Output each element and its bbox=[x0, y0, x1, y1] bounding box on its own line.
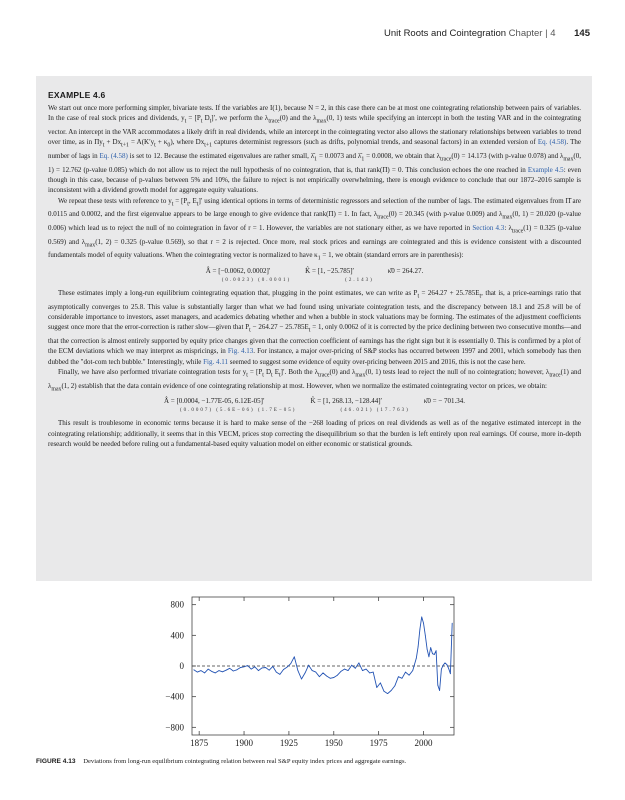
data-point bbox=[443, 665, 444, 666]
subscript: 0 bbox=[167, 142, 171, 149]
text-run: (1) = 0.325 (p-value 0.569) and λ bbox=[48, 223, 582, 246]
text-run: D bbox=[263, 367, 272, 376]
data-point bbox=[425, 635, 426, 636]
data-point bbox=[362, 670, 363, 671]
data-point bbox=[308, 665, 309, 666]
figure-caption bbox=[36, 758, 596, 765]
text-run: D bbox=[202, 114, 210, 123]
data-point bbox=[201, 670, 202, 671]
data-point bbox=[405, 672, 406, 673]
data-point bbox=[394, 686, 395, 687]
running-header bbox=[0, 28, 590, 39]
subscript: max bbox=[51, 385, 62, 392]
data-point bbox=[244, 666, 245, 667]
data-point bbox=[344, 669, 345, 670]
text-run: We start out once more performing simpler, bivariate tests. If the variables are I(1), because N = 2, in this case there can be at most one cointegrating relationship between pairs of variables. In the case of real stock prices and dividends, y bbox=[48, 104, 581, 123]
data-point bbox=[305, 673, 306, 674]
text-run: ]′ using identical options in terms of deterministic regressors and selection of the number of lags. The estimated eigenvalues from Π̂ are 0.0115 and 0.0002, and the first eigenvalue appears to be large enough to give evidence that rank(Π) = 1. In fact, λ bbox=[48, 196, 582, 219]
text-run: (1, 2) = 0.325 (p-value 0.569), so that r = 2 is rejected. Once more, real stock prices and earnings are cointegrated and this is evidence consistent with a discounted fundamentals model of equity valuations. When the cointegrating vector is normalized to have κ bbox=[48, 237, 581, 260]
equation-2-vector bbox=[310, 397, 409, 415]
data-point bbox=[423, 623, 424, 624]
data-point bbox=[240, 667, 241, 668]
data-point bbox=[376, 687, 377, 688]
data-point bbox=[265, 667, 266, 668]
data-point bbox=[290, 663, 291, 664]
x-tick-label: 2000 bbox=[414, 738, 433, 748]
subscript: t bbox=[308, 327, 311, 334]
equation-1-adjustment bbox=[206, 267, 291, 285]
data-point bbox=[315, 672, 316, 673]
x-tick-label: 1875 bbox=[190, 738, 209, 748]
subscript: t+1 bbox=[204, 142, 213, 149]
subscript: 1 bbox=[314, 156, 318, 163]
x-tick-label: 1925 bbox=[279, 738, 298, 748]
data-point bbox=[219, 670, 220, 671]
text-run: = 1, we obtain (standard errors are in parenthesis): bbox=[320, 251, 464, 260]
text-run: captures determinist regressors (such as drifts, polynomial trends, and seasonal factors) in an extended version of bbox=[212, 138, 538, 147]
text-run: = [P bbox=[186, 114, 201, 123]
data-point bbox=[448, 668, 449, 669]
subscript: t bbox=[154, 142, 156, 149]
subscript: trace bbox=[511, 228, 524, 235]
data-point bbox=[333, 677, 334, 678]
data-point bbox=[445, 663, 446, 664]
data-point bbox=[412, 670, 413, 671]
paragraph-4 bbox=[48, 367, 581, 394]
text-run: : λ bbox=[504, 223, 512, 232]
data-point bbox=[211, 671, 212, 672]
text-run: is set to 12. Because the estimated eigenvalues are rather small, λ̂ bbox=[127, 151, 315, 160]
data-point bbox=[197, 672, 198, 673]
data-point bbox=[369, 673, 370, 674]
data-point bbox=[319, 676, 320, 677]
data-point bbox=[222, 671, 223, 672]
paragraph-5: This result is troublesome in economic terms because it is hard to make sense of the −268 loading of prices on real dividends as well as of the negative estimated intercept in the cointegrating relationship; additionally, it seems that in this VECM, prices stop correcting the disequilibrium so that the burden is left entirely upon real earnings. Of course, more in-depth research would be needed before ruling out a fundamental-based equity valuation model on either economic or statistical grounds. bbox=[48, 419, 581, 448]
subscript: t bbox=[209, 118, 212, 125]
equation-2-mid-se: (46.021) (17.763) bbox=[340, 408, 410, 414]
data-point bbox=[272, 666, 273, 667]
subscript: t bbox=[279, 372, 281, 379]
series-line-ecm-deviation bbox=[194, 617, 452, 694]
data-point bbox=[251, 669, 252, 670]
subscript: max bbox=[563, 156, 574, 163]
chart-plot-area bbox=[192, 597, 454, 735]
data-point bbox=[366, 669, 367, 670]
data-point bbox=[229, 668, 230, 669]
subscript: max bbox=[316, 118, 327, 125]
text-run: (0, 1) tests while specifying an intercept in both the testing VAR and in the cointegrating vector. An intercept in the VAR accommodates a likely drift in real dividends, while an intercept in the cointegrating vector also allows the stationary relationships between variables to trend over time, as in Πy bbox=[48, 114, 581, 147]
text-run: : even though in this case, because of p-values between 5% and 10%, the failure to reject is not empirically overwhelming, there is enough evidence to conclude that our 1872–2016 sample is inconsistent with a dividend growth model for aggregate equity valuations. bbox=[48, 165, 581, 195]
equation-2-mid: K̂ = [1, 268.13, −128.44]′ bbox=[310, 397, 383, 406]
y-tick-label: −400 bbox=[165, 691, 184, 702]
data-point bbox=[237, 669, 238, 670]
text-run: . For instance, a major over-pricing of S&P stocks has occurred between 1997 and 2001, which somebody has then dubbed the "dot-com tech bubble." Interestingly, while bbox=[48, 347, 582, 366]
subscript: t bbox=[417, 293, 420, 300]
data-point bbox=[337, 675, 338, 676]
text-run: (0, 1) = 20.020 (p-value 0.006) which lead us to reject the null of no cointegration in favor of r = 1. However, the variables are not stationary either, as we have reported in bbox=[48, 210, 581, 232]
data-point bbox=[254, 666, 255, 667]
equation-1-lhs: Â = [−0.0062, 0.0002]′ bbox=[205, 266, 271, 275]
page-number: 145 bbox=[574, 28, 590, 39]
text-run: E bbox=[272, 367, 280, 376]
equation-2 bbox=[48, 397, 581, 415]
data-point bbox=[247, 665, 248, 666]
subscript: trace bbox=[549, 372, 561, 379]
data-point bbox=[258, 670, 259, 671]
figure-4-13-chart bbox=[140, 585, 470, 755]
text-run: = 0.0073 and λ̂ bbox=[317, 151, 362, 160]
cross-reference-link[interactable]: Eq. (4.58) bbox=[99, 151, 128, 160]
data-point bbox=[301, 679, 302, 680]
data-point bbox=[430, 647, 431, 648]
subscript: t bbox=[196, 200, 199, 207]
data-point bbox=[323, 673, 324, 674]
data-point bbox=[420, 629, 421, 630]
data-point bbox=[418, 646, 419, 647]
data-point bbox=[387, 693, 388, 694]
text-run: , E bbox=[188, 196, 197, 205]
data-point bbox=[436, 650, 437, 651]
cross-reference-link[interactable]: Eq. (4.58) bbox=[537, 138, 567, 147]
header-title: Unit Roots and Cointegration bbox=[384, 28, 507, 39]
data-point bbox=[421, 617, 422, 618]
data-point bbox=[208, 669, 209, 670]
data-point bbox=[446, 664, 447, 665]
chart-series bbox=[193, 617, 452, 695]
text-run: . The number of lags in bbox=[48, 138, 581, 160]
data-point bbox=[294, 656, 295, 657]
data-point bbox=[391, 690, 392, 691]
data-point bbox=[427, 649, 428, 650]
subscript: max bbox=[85, 242, 96, 248]
text-run: (0) and λ bbox=[329, 367, 356, 376]
data-point bbox=[269, 670, 270, 671]
data-point bbox=[283, 669, 284, 670]
subscript: 1 bbox=[317, 255, 321, 262]
x-tick-label: 1900 bbox=[235, 738, 254, 748]
y-tick-label: 400 bbox=[170, 630, 184, 641]
data-point bbox=[312, 670, 313, 671]
paragraph-2 bbox=[48, 196, 581, 264]
header-chapter: Chapter | 4 bbox=[508, 28, 556, 39]
text-run: (0, 1) = 12.762 (p-value 0.085) which do not allow us to reject the null hypothesis of no cointegration, that is, that rank(Π) = 0. This conclusion echoes the one reached in bbox=[48, 151, 582, 174]
data-point bbox=[204, 673, 205, 674]
data-point bbox=[351, 665, 352, 666]
subscript: t bbox=[184, 118, 187, 125]
x-tick-label: 1975 bbox=[369, 738, 388, 748]
data-point bbox=[450, 673, 451, 674]
subscript: t bbox=[187, 200, 189, 207]
text-run: We repeat these tests with reference to y bbox=[58, 196, 172, 205]
text-run: (0, 1) tests lead to reject the null of no cointegration; however, λ bbox=[365, 367, 550, 376]
data-point bbox=[380, 683, 381, 684]
data-point bbox=[276, 672, 277, 673]
data-point bbox=[437, 685, 438, 686]
data-point bbox=[429, 656, 430, 657]
data-point bbox=[280, 674, 281, 675]
cross-reference-link[interactable]: Section 4.3 bbox=[472, 223, 505, 232]
data-point bbox=[373, 672, 374, 673]
chart-x-axis bbox=[190, 597, 433, 748]
subscript: t bbox=[102, 142, 105, 149]
data-point bbox=[416, 658, 417, 659]
equation-1 bbox=[48, 267, 581, 285]
data-point bbox=[330, 678, 331, 679]
subscript: max bbox=[502, 214, 513, 221]
equation-1-mid-se: (2.143) bbox=[345, 277, 374, 283]
subscript: t bbox=[171, 200, 174, 207]
data-point bbox=[434, 654, 435, 655]
y-tick-label: 0 bbox=[179, 661, 184, 671]
figure-label: FIGURE 4.13 bbox=[36, 758, 76, 765]
data-point bbox=[432, 653, 433, 654]
text-run: Finally, we have also performed trivariate cointegration tests for y bbox=[58, 367, 247, 376]
text-run: = [P bbox=[247, 367, 263, 376]
paragraph-3 bbox=[48, 288, 581, 367]
text-run: − 264.27 − 25.785E bbox=[250, 323, 309, 332]
cross-reference-link[interactable]: Fig. 4.13 bbox=[227, 347, 254, 356]
text-run: , that is, a price-earnings ratio that asymptotically converges to 25.8. This value is substantially larger than what we had found using univariate cointegration tests, and the discrepancy between 18.1 and 25.8 will be of considerable importance to investors, asset managers, and academics debating whether and when a bubble in stock valuations may be forming. The estimates of the adjustment coefficients suggest once more that the error-correction is rather slow—given that P bbox=[48, 288, 582, 332]
subscript: t bbox=[479, 293, 482, 300]
data-point bbox=[355, 668, 356, 669]
text-run: = A(K′y bbox=[128, 138, 155, 147]
data-point bbox=[409, 675, 410, 676]
text-run: = 0.0008, we obtain that λ bbox=[364, 151, 441, 160]
subscript: t bbox=[246, 372, 248, 379]
data-point bbox=[452, 623, 453, 624]
cross-reference-link[interactable]: Example 4.5 bbox=[527, 165, 564, 174]
data-point bbox=[402, 678, 403, 679]
text-run: ), where Dx bbox=[170, 138, 205, 147]
text-run: These estimates imply a long-run equilibrium cointegrating equation that, plugging in the point estimates, we can write as P bbox=[58, 288, 418, 297]
text-run: (1) and λ bbox=[48, 367, 582, 390]
text-run: = [P bbox=[173, 196, 188, 205]
subscript: t bbox=[249, 327, 251, 334]
data-point bbox=[341, 671, 342, 672]
equation-2-intercept: κ̂0 = − 701.34. bbox=[423, 397, 466, 406]
equation-2-lhs-se: (0.0007) (5.6E−06) (1.7E−05) bbox=[179, 408, 297, 414]
data-point bbox=[326, 676, 327, 677]
data-point bbox=[215, 673, 216, 674]
equation-2-adjustment bbox=[164, 397, 297, 415]
x-tick-label: 1950 bbox=[324, 738, 343, 748]
subscript: trace bbox=[318, 372, 330, 379]
data-point bbox=[441, 669, 442, 670]
subscript: 1 bbox=[361, 156, 365, 163]
data-point bbox=[233, 671, 234, 672]
data-point bbox=[439, 690, 440, 691]
equation-1-vector bbox=[305, 267, 374, 285]
equation-2-lhs: Â = [0.0004, −1.77E-05, 6.12E-05]′ bbox=[163, 397, 265, 406]
subscript: trace bbox=[268, 118, 280, 125]
text-run: + Dx bbox=[104, 138, 122, 147]
text-run: = 1, only 0.0062 of it is corrected by the price declining between two consecutive months—and that the correction is almost entirely supported by equity price changes given that the correction coefficient of earnings has the right sign but it is essentially 0. This is confirmed by a plot of the ECM deviations which we may interpret as mispricings, in bbox=[48, 323, 581, 356]
paragraph-1 bbox=[48, 103, 581, 196]
y-tick-label: 800 bbox=[170, 599, 184, 610]
text-run: ]′. Both the λ bbox=[280, 367, 319, 376]
subscript: t bbox=[262, 372, 264, 379]
subscript: trace bbox=[440, 156, 452, 163]
text-run: ]′, we perform the λ bbox=[211, 114, 269, 123]
text-run: (0) = 20.345 (with p-value 0.009) and λ bbox=[388, 210, 503, 219]
data-point bbox=[193, 669, 194, 670]
subscript: t bbox=[200, 118, 203, 125]
data-point bbox=[398, 676, 399, 677]
text-run: (1, 2) establish that the data contain evidence of one cointegrating relationship at most. However, when we normalize the estimated cointegrating vector on prices, we obtain: bbox=[61, 381, 547, 390]
text-run: + κ bbox=[155, 138, 168, 147]
data-point bbox=[384, 691, 385, 692]
data-point bbox=[226, 670, 227, 671]
data-point bbox=[348, 670, 349, 671]
data-point bbox=[298, 670, 299, 671]
text-run: (0) = 14.173 (with p-value 0.078) and λ bbox=[451, 151, 564, 160]
y-tick-label: −800 bbox=[165, 722, 184, 733]
equation-1-mid: K̂ = [1, −25.785]′ bbox=[305, 266, 355, 275]
example-body bbox=[48, 103, 581, 449]
subscript: t bbox=[271, 372, 273, 379]
subscript: max bbox=[355, 372, 366, 379]
data-point bbox=[262, 668, 263, 669]
text-run: = 264.27 + 25.785E bbox=[419, 288, 480, 297]
equation-1-lhs-se: (0.0023) (0.0001) bbox=[221, 277, 292, 283]
subscript: t+1 bbox=[121, 142, 129, 149]
equation-1-intercept: κ̂0 = 264.27. bbox=[387, 266, 424, 275]
data-point bbox=[287, 667, 288, 668]
example-title: EXAMPLE 4.6 bbox=[48, 90, 106, 100]
text-run: seemed to suggest some evidence of equity over-pricing between 2015 and 2016, this is not the case here. bbox=[227, 357, 526, 366]
text-run: (0) and the λ bbox=[279, 114, 317, 123]
figure-caption-text: Deviations from long-run equilibrium cointegrating relation between real S&P equity index prices and aggregate earnings. bbox=[83, 758, 407, 765]
cross-reference-link[interactable]: Fig. 4.11 bbox=[203, 357, 228, 366]
data-point bbox=[359, 663, 360, 664]
subscript: trace bbox=[377, 214, 389, 221]
